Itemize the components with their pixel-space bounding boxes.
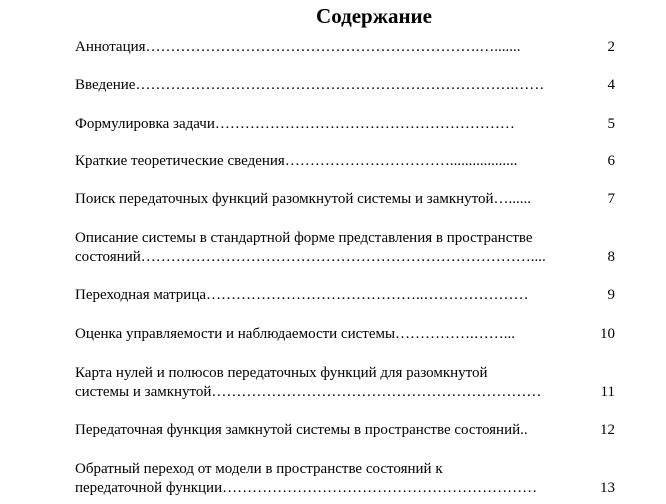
toc-entry-text: Поиск передаточных функций разомкнутой системы и замкнутой…...... <box>75 191 532 207</box>
toc-entry <box>75 152 615 171</box>
toc-entry-text: Оценка управляемости и наблюдаемости системы…………….……... <box>75 326 516 342</box>
toc-entry-page: 6 <box>607 153 615 169</box>
toc-entry <box>75 76 615 95</box>
toc-entry <box>75 325 615 344</box>
toc-entry <box>75 38 615 57</box>
toc-entry <box>75 115 615 134</box>
toc-entry-text: Аннотация………………………………………………………….…....... <box>75 39 521 55</box>
toc-entry-page: 9 <box>607 287 615 303</box>
toc-entry-text-line1: Карта нулей и полюсов передаточных функций для разомкнутой <box>75 365 488 381</box>
toc-entry-page: 4 <box>607 77 615 93</box>
toc-entry-page: 2 <box>607 39 615 55</box>
toc-entry <box>75 190 615 209</box>
toc-entry-text-line2: системы и замкнутой………………………………………………………… <box>75 384 542 400</box>
toc-entry-page: 10 <box>600 326 615 342</box>
toc-entry <box>75 460 615 498</box>
toc-entry-page: 13 <box>600 480 615 496</box>
toc-entry-page: 8 <box>607 249 615 265</box>
toc-entry-page: 12 <box>600 422 615 438</box>
toc-entry-text-line1: Обратный переход от модели в пространстве состояний к <box>75 461 443 477</box>
toc-entry-text: Краткие теоретические сведения…………………………….................. <box>75 153 518 169</box>
toc-entry <box>75 229 615 267</box>
toc-entry-text: Формулировка задачи…………………………………………………… <box>75 116 515 132</box>
toc-title: Содержание <box>316 4 432 28</box>
toc-entry-text: Переходная матрица……………………………………..………………… <box>75 287 529 303</box>
toc-entry-text-line2: передаточной функции……………………………………………………… <box>75 480 538 496</box>
toc-entry <box>75 421 615 440</box>
toc-entry-text-line2: состояний…………………………………………………………………….... <box>75 249 546 265</box>
toc-entry-page: 11 <box>600 384 615 400</box>
toc-entry-text: Передаточная функция замкнутой системы в пространстве состояний.. <box>75 422 528 438</box>
toc-entry <box>75 364 615 402</box>
toc-entry <box>75 286 615 305</box>
toc-entry-page: 5 <box>607 116 615 132</box>
toc-entry-page: 7 <box>607 191 615 207</box>
toc-entry-text-line1: Описание системы в стандартной форме представления в пространстве <box>75 230 533 246</box>
toc-entry-text: Введение………………………………………………………………….…… <box>75 77 545 93</box>
